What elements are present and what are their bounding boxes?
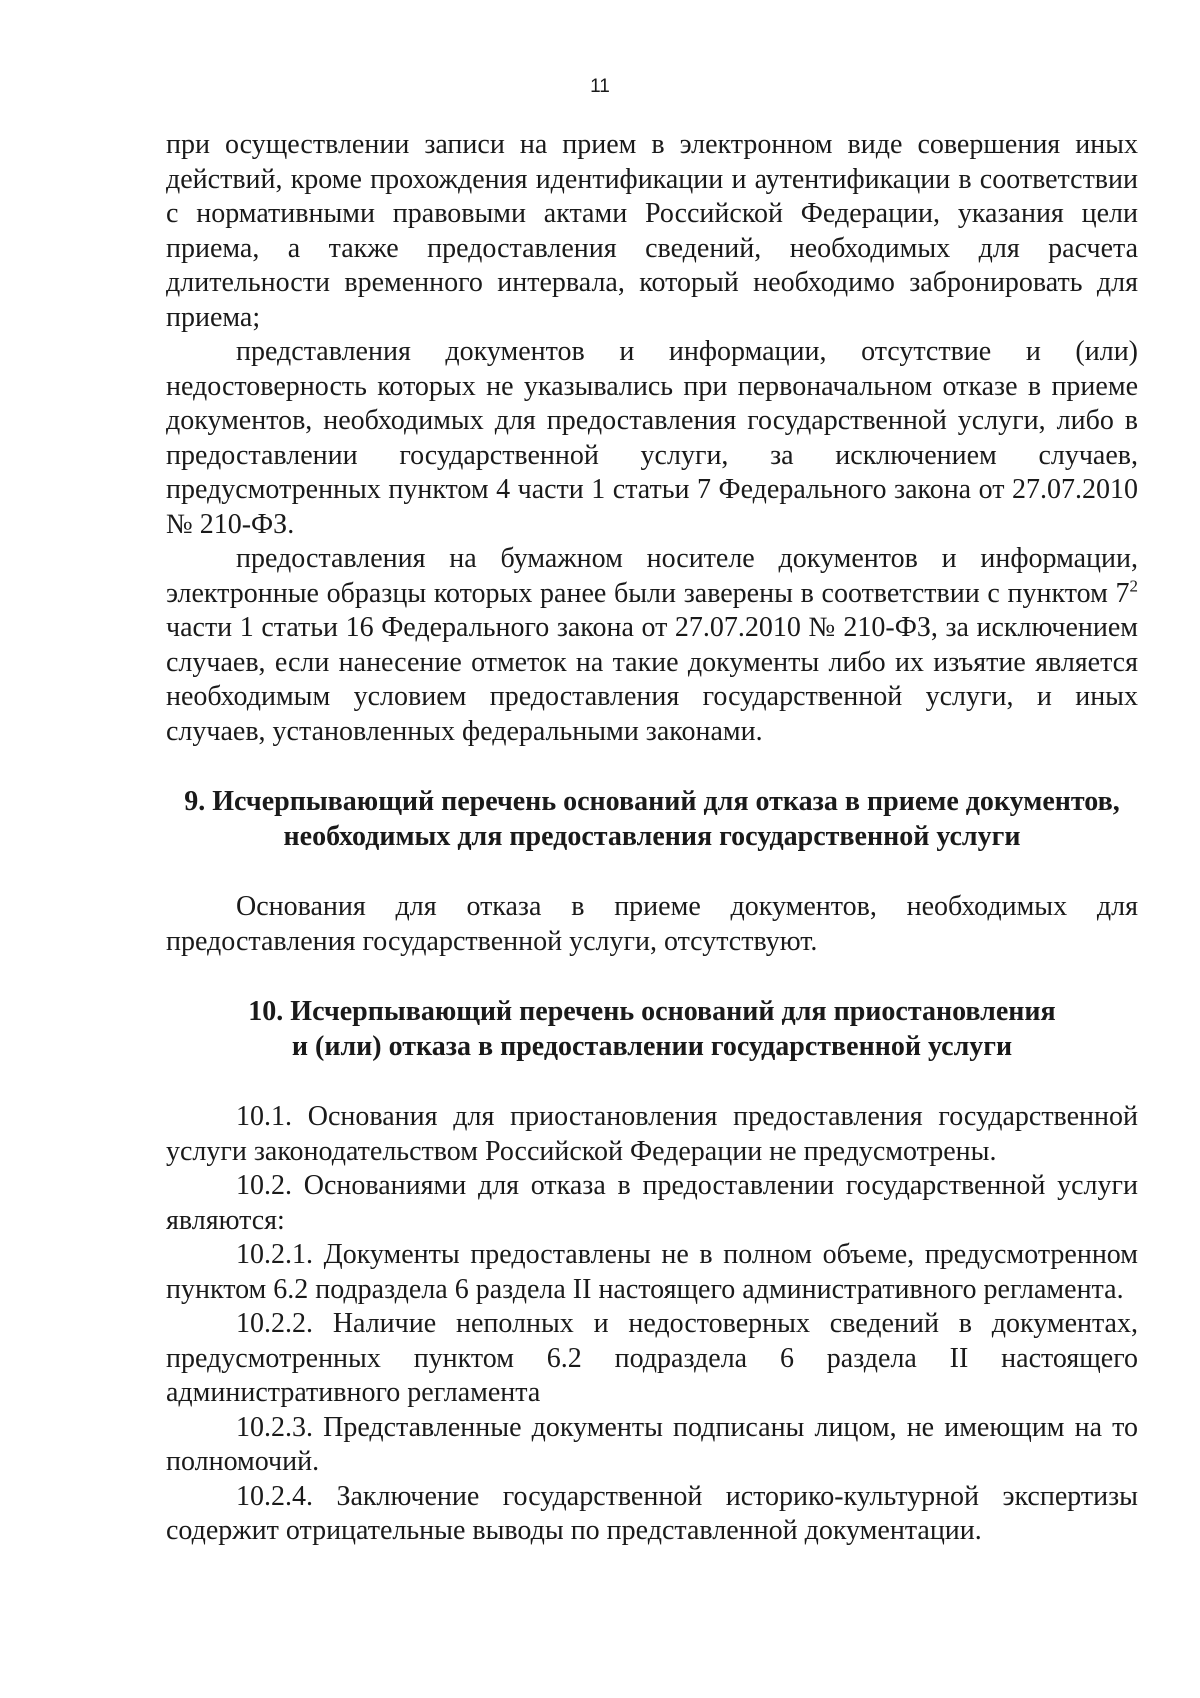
section-9-heading-line2: необходимых для предоставления государственной услуги [283, 820, 1021, 852]
paragraph [166, 542, 1138, 749]
section-10-heading-line2: и (или) отказа в предоставлении государственной услуги [291, 1030, 1013, 1062]
paragraph-continuation: при осуществлении записи на прием в электронном виде совершения иных действий, кроме прохождения идентификации и аутентификации в соответствии с нормативными правовыми актами Российской Федерации, указания цели приема, а также предоставления сведений, необходимых для расчета длительности временного интервала, который необходимо забронировать для приема; [166, 129, 1138, 333]
clause-10-2-3: 10.2.3. Представленные документы подписаны лицом, не имеющим на то полномочий. [166, 1411, 1138, 1477]
clause-10-2-4: 10.2.4. Заключение государственной историко-культурной экспертизы содержит отрицательные выводы по представленной документации. [166, 1480, 1138, 1546]
document-body [166, 128, 1138, 1549]
superscript: 2 [1129, 576, 1138, 596]
paragraph: представления документов и информации, отсутствие и (или) недостоверность которых не указывались при первоначальном отказе в приеме документов, необходимых для предоставления государственной услуги, либо в предоставлении государственной услуги, за исключением случаев, предусмотренных пунктом 4 части 1 статьи 7 Федерального закона от 27.07.2010 № 210-ФЗ. [166, 336, 1138, 540]
paragraph-text: предоставления на бумажном носителе документов и информации, электронные образцы которых ранее были заверены в соответствии с пунктом 7 [166, 543, 1138, 609]
paragraph-text: части 1 статьи 16 Федерального закона от 27.07.2010 № 210-ФЗ, за исключением случаев, если нанесение отметок на такие документы либо их изъятие является необходимым условием предоставления государственной услуги, и иных случаев, установленных федеральными законами. [166, 612, 1138, 747]
section-9-heading [166, 785, 1138, 854]
clause-10-2: 10.2. Основаниями для отказа в предоставлении государственной услуги являются: [166, 1170, 1138, 1236]
clause-10-2-1: 10.2.1. Документы предоставлены не в полном объеме, предусмотренном пунктом 6.2 подраздела 6 раздела II настоящего административного регламента. [166, 1239, 1138, 1305]
section-9-body: Основания для отказа в приеме документов, необходимых для предоставления государственной услуги, отсутствуют. [166, 891, 1138, 957]
clause-10-1: 10.1. Основания для приостановления предоставления государственной услуги законодательством Российской Федерации не предусмотрены. [166, 1101, 1138, 1167]
clause-10-2-2: 10.2.2. Наличие неполных и недостоверных сведений в документах, предусмотренных пунктом 6.2 подраздела 6 раздела II настоящего административного регламента [166, 1308, 1138, 1408]
section-10-heading [166, 995, 1138, 1064]
section-10-heading-line1: 10. Исчерпывающий перечень оснований для приостановления [248, 996, 1056, 1027]
page-number: 11 [590, 76, 610, 97]
section-9-heading-line1: 9. Исчерпывающий перечень оснований для отказа в приеме документов, [184, 786, 1120, 817]
